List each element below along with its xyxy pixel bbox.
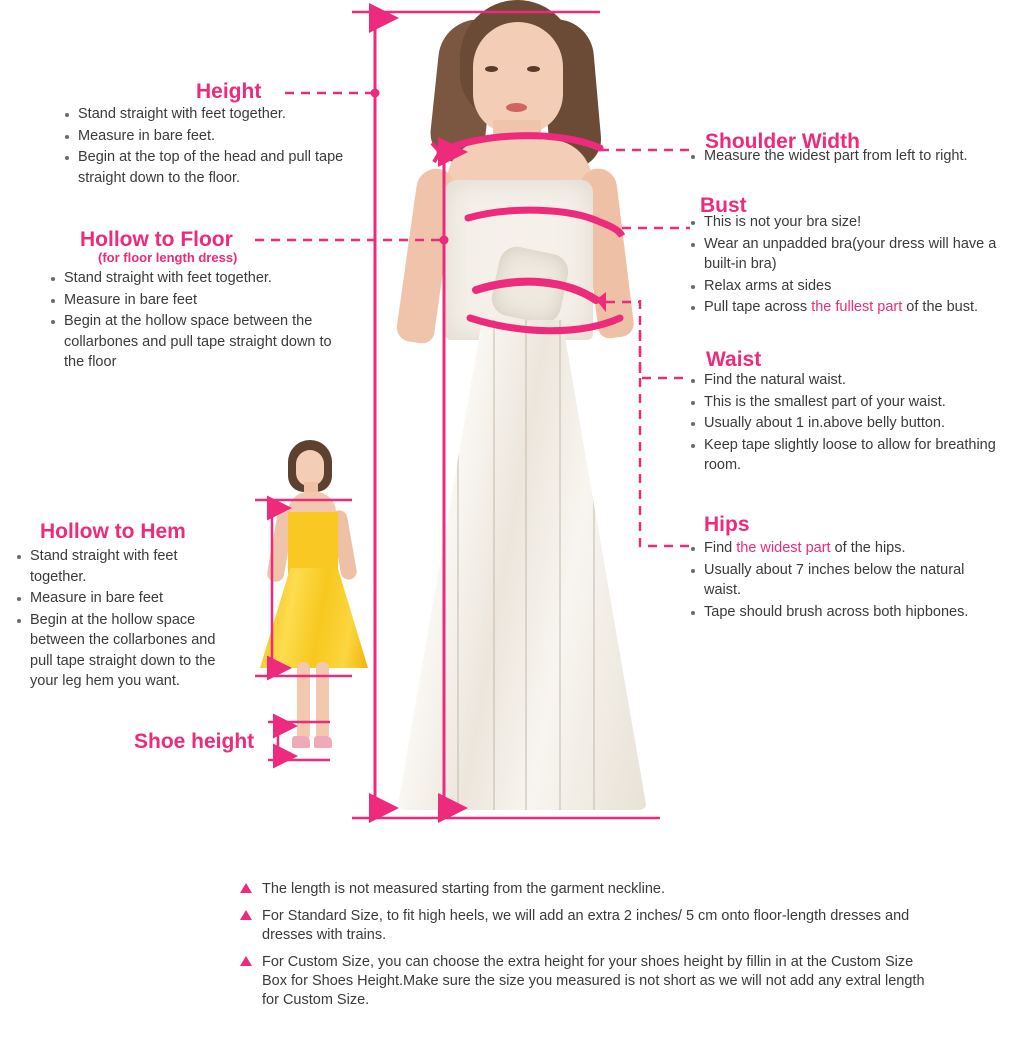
hips-bullet-0-pre: Find bbox=[704, 540, 737, 556]
note-1-text: For Standard Size, to fit high heels, we will add an extra 2 inches/ 5 cm onto floor-length dresses and dresses with trains. bbox=[262, 908, 910, 943]
hollow-to-floor-sublabel: (for floor length dress) bbox=[98, 250, 238, 265]
hollow-to-floor-bullet-0: Stand straight with feet together. bbox=[48, 268, 348, 289]
hips-bullet-0-post: of the hips. bbox=[830, 540, 906, 556]
shoulder-width-bullet-0: Measure the widest part from left to right. bbox=[688, 146, 1008, 167]
bust-bullet-2: Relax arms at sides bbox=[688, 276, 1008, 297]
height-label: Height bbox=[196, 80, 262, 103]
short-dress-model-photo bbox=[250, 440, 380, 770]
note-1 bbox=[240, 907, 940, 945]
waist-bullet-0: Find the natural waist. bbox=[688, 370, 998, 391]
hollow-to-floor-label: Hollow to Floor bbox=[80, 228, 233, 251]
shoe-height-label: Shoe height bbox=[134, 730, 255, 753]
triangle-icon bbox=[240, 883, 252, 893]
hips-bullet-1: Usually about 7 inches below the natural waist. bbox=[688, 560, 1000, 601]
bride-photo bbox=[375, 0, 655, 820]
bottom-notes bbox=[240, 880, 940, 1018]
hips-bullets bbox=[688, 538, 1000, 623]
bust-bullet-3-highlight: the fullest part bbox=[811, 299, 903, 315]
note-0 bbox=[240, 880, 940, 899]
hips-bullet-0 bbox=[688, 538, 1000, 559]
waist-bullets bbox=[688, 370, 998, 477]
triangle-icon bbox=[240, 956, 252, 966]
waist-bullet-1: This is the smallest part of your waist. bbox=[688, 392, 998, 413]
shoulder-width-bullets bbox=[688, 146, 1008, 168]
bust-bullet-1: Wear an unpadded bra(your dress will have a built-in bra) bbox=[688, 234, 1008, 275]
waist-bullet-2: Usually about 1 in.above belly button. bbox=[688, 413, 998, 434]
hollow-to-hem-bullet-1: Measure in bare feet bbox=[14, 588, 236, 609]
height-bullet-2: Begin at the top of the head and pull tape straight down to the floor. bbox=[62, 147, 362, 188]
waist-label: Waist bbox=[706, 348, 762, 371]
height-bullet-1: Measure in bare feet. bbox=[62, 126, 362, 147]
bust-bullet-0: This is not your bra size! bbox=[688, 212, 1008, 233]
bust-bullet-3 bbox=[688, 297, 1008, 318]
hollow-to-hem-bullet-0: Stand straight with feet together. bbox=[14, 546, 236, 587]
bust-bullet-3-post: of the bust. bbox=[902, 299, 979, 315]
hollow-to-floor-bullet-1: Measure in bare feet bbox=[48, 290, 348, 311]
note-0-text: The length is not measured starting from the garment neckline. bbox=[262, 881, 665, 897]
height-bullets bbox=[62, 104, 362, 189]
shoulder-width-label: Shoulder Width bbox=[705, 130, 860, 153]
hollow-to-hem-label: Hollow to Hem bbox=[40, 520, 186, 543]
bust-bullets bbox=[688, 212, 1008, 319]
waist-bullet-3: Keep tape slightly loose to allow for breathing room. bbox=[688, 435, 998, 476]
hips-bullet-0-highlight: the widest part bbox=[736, 540, 831, 556]
hips-label: Hips bbox=[704, 513, 750, 536]
height-bullet-0: Stand straight with feet together. bbox=[62, 104, 362, 125]
hollow-to-hem-bullet-2: Begin at the hollow space between the collarbones and pull tape straight down to the your leg hem you want. bbox=[14, 610, 236, 692]
hollow-to-floor-bullet-2: Begin at the hollow space between the collarbones and pull tape straight down to the floor bbox=[48, 311, 348, 373]
hollow-to-hem-bullets bbox=[14, 546, 236, 693]
note-2 bbox=[240, 953, 940, 1010]
hips-bullet-2: Tape should brush across both hipbones. bbox=[688, 602, 1000, 623]
note-2-text: For Custom Size, you can choose the extra height for your shoes height by fillin in at the Custom Size Box for Shoes Height.Make sure the size you measured is not short as we will not add any extral length for Custom Size. bbox=[262, 954, 925, 1008]
triangle-icon bbox=[240, 910, 252, 920]
bust-bullet-3-pre: Pull tape across bbox=[704, 299, 812, 315]
hollow-to-floor-bullets bbox=[48, 268, 348, 374]
bust-label: Bust bbox=[700, 194, 747, 217]
